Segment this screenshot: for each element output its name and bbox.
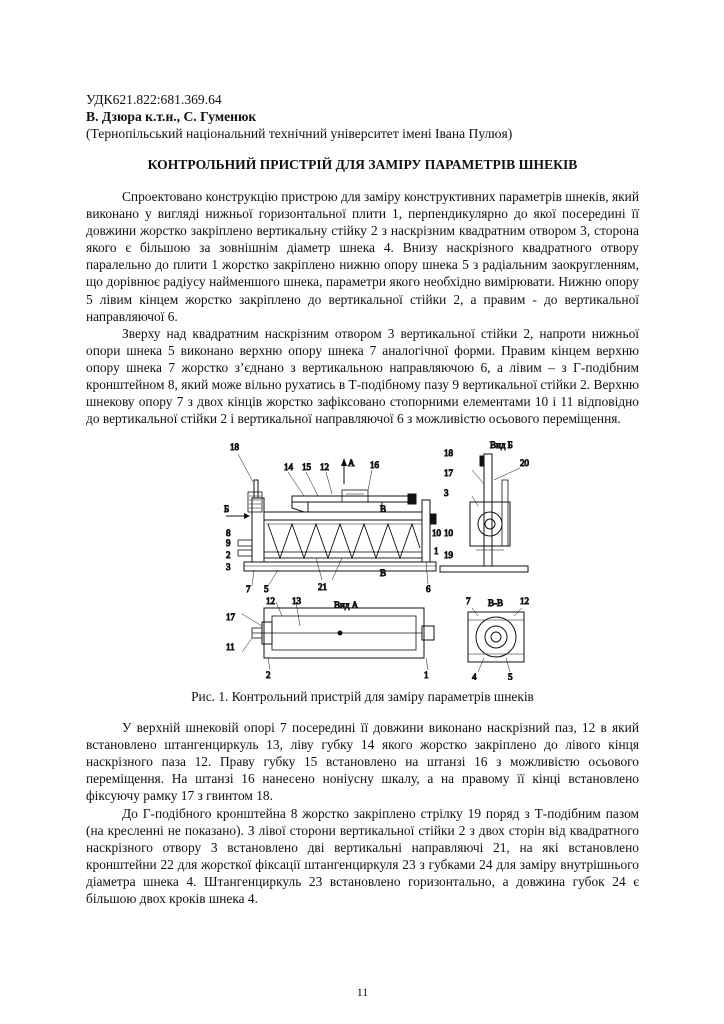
udc-code: УДК621.822:681.369.64 [86,92,222,107]
callout-9: 9 [226,538,231,548]
authors: В. Дзюра к.т.н., С. Гуменюк [86,109,257,124]
callout-5-section: 5 [508,672,513,680]
paragraph-1: Спроектовано конструкцію пристрою для заміру конструктивних параметрів шнеків, який виконано у вигляді нижньої горизонтальної плити 1, перпендикулярно до якої посередині її довжини жорстко закріплено вертикальну стійку 2 з наскрізним квадратним отвором 3, сторона якого є більшою за зовнішнім діаметр шнека 4. Внизу наскрізного квадратного отвору паралельно до плити 1 жорстко закріплено нижню опору шнека 5 з радіальним заокругленням, що дорівнює радіусу найменшого шнека, параметри якого необхідно вимірювати. Нижню опору 5 лівим кінцем жорстко закріплено до вертикальної стійки 2, а правим - до вертикальної направляючої 6. [86,189,639,324]
arrow-b-label: Б [224,504,230,514]
callout-15: 15 [302,462,311,472]
callout-12-section: 12 [520,596,529,606]
paragraph-4: До Г-подібного кронштейна 8 жорстко закріплено стрілку 19 поряд з Т-подібним пазом (на кресленні не показано). З лівої сторони вертикальної стійки 2 з двох сторін від квадратного наскрізного отвору 3 встановлено дві вертикальні направляючі 21, на які встановлено кронштейни 22 для жорсткої фіксації штангенциркуля 23 з губками 24 для заміру внутрішнього діаметра шнека 4. Штангенциркуль 23 встановлено горизонтально, а довжина губок 24 є більшою двох кроків шнека 4. [86,806,639,907]
callout-11: 11 [226,642,235,652]
callout-13: 13 [292,596,301,606]
page-number: 11 [356,985,369,999]
callout-2-top: 2 [266,670,271,680]
figure-caption: Рис. 1. Контрольний пристрій для заміру параметрів шнеків [191,689,534,704]
section-bb-title: В-В [488,598,504,608]
side-view-b [440,454,528,572]
callout-20: 20 [520,458,529,468]
callout-2-front: 2 [226,550,231,560]
callout-17-side: 17 [444,468,453,478]
paragraph-2: Зверху над квадратним наскрізним отвором 3 вертикальної стійки 2, напроти нижньої опори шнека 5 виконано верхню опору шнека 7 аналогічної форми. Правим кінцем верхню опору шнека 7 жорстко з’єднано з вертикальною направляючою 6, а лівим – з Г-подібним кронштейном 8, який може вільно рухатись в Т-подібному пазу 9 вертикальної стійки 2. Верхню шнекову опору 7 з двох кінців жорстко зафіксовано стопорними елементами 10 і 11 відповідно до вертикальної стійки 2 і вертикальної направляючої 6 з можливістю осьового переміщення. [86,326,639,427]
callout-7-front: 7 [246,584,251,594]
callout-14: 14 [284,462,293,472]
cut-b-top: В [380,504,387,514]
paper-title: КОНТРОЛЬНИЙ ПРИСТРІЙ ДЛЯ ЗАМІРУ ПАРАМЕТРІВ ШНЕКІВ [147,157,578,172]
paragraph-3: У верхній шнековій опорі 7 посередині її довжини виконано наскрізний паз, 12 в який встановлено штангенциркуль 13, ліву губку 14 якого жорстко закріплено до лівого кінця наскрізного паза 12. Праву губку 15 встановлено на штанзі 16 з можливістю осьового переміщення. На штанзі 16 нанесено ноніусну шкалу, а на правому її кінці встановлено фіксуючу рамку 17 з гвинтом 18. [86,720,639,804]
callout-7-section: 7 [466,596,471,606]
callout-5: 5 [264,584,269,594]
callout-18-front: 18 [230,442,239,452]
callout-12-front: 12 [320,462,329,472]
callout-3-side: 3 [444,488,449,498]
front-view [226,454,436,586]
callout-10: 10 [432,528,441,538]
cut-b-bottom: В [380,568,387,578]
callout-1: 1 [434,546,439,556]
callout-1-top: 1 [424,670,429,680]
callout-6: 6 [426,584,431,594]
callout-3-front: 3 [226,562,231,572]
affiliation: (Тернопільський національний технічний університет імені Івана Пулюя) [86,126,513,141]
callout-21: 21 [318,582,327,592]
callout-18-side: 18 [444,448,453,458]
callout-12-top: 12 [266,596,275,606]
callout-8: 8 [226,528,231,538]
view-a-title: Вид А [334,600,359,610]
callout-16: 16 [370,460,379,470]
callout-19: 19 [444,550,453,560]
callout-17-top: 17 [226,612,235,622]
callout-10-side: 10 [444,528,453,538]
device-drawing [222,440,544,680]
top-view-a [242,602,434,670]
arrow-a-label: А [348,458,355,468]
view-b-title: Вид Б [490,440,513,450]
section-bb [468,608,524,672]
callout-4: 4 [472,672,477,680]
